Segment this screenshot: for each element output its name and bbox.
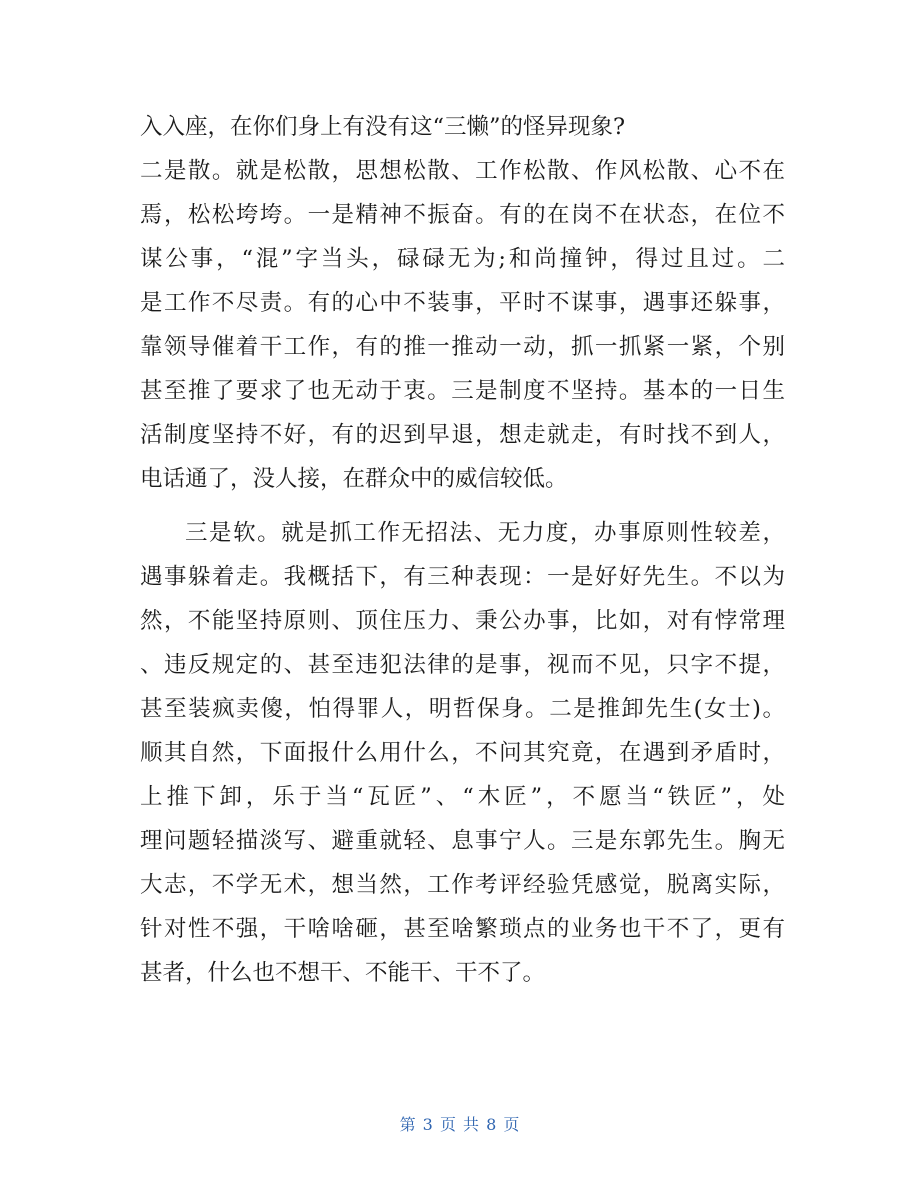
text-line: 甚至推了要求了也无动于衷。三是制度不坚持。基本的一日生 (140, 378, 785, 404)
text-line: 甚至装疯卖傻，怕得罪人，明哲保身。二是推卸先生(女士)。 (140, 696, 785, 722)
text-line: 电话通了，没人接，在群众中的威信较低。 (140, 466, 568, 492)
text-line: 靠领导催着干工作，有的推一推动一动，抓一抓紧一紧，个别 (140, 334, 785, 360)
text-line: 是工作不尽责。有的心中不装事，平时不谋事，遇事还躲事， (140, 290, 785, 316)
document-body (140, 105, 785, 995)
text-line: 入入座，在你们身上有没有这“三懒”的怪异现象? (140, 114, 626, 140)
text-line: 活制度坚持不好，有的迟到早退，想走就走，有时找不到人， (140, 422, 785, 448)
text-line: 遇事躲着走。我概括下，有三种表现：一是好好先生。不以为 (140, 564, 785, 590)
text-line: 然，不能坚持原则、顶住压力、秉公办事，比如，对有悖常理 (140, 608, 785, 634)
text-line: 顺其自然，下面报什么用什么，不问其究竟，在遇到矛盾时， (140, 740, 785, 766)
text-line: 甚者，什么也不想干、不能干、干不了。 (140, 960, 546, 986)
text-line: 焉，松松垮垮。一是精神不振奋。有的在岗不在状态，在位不 (140, 202, 785, 228)
text-line: 上推下卸，乐于当“瓦匠”、“木匠”，不愿当“铁匠”，处 (140, 784, 785, 810)
text-line: 、违反规定的、甚至违犯法律的是事，视而不见，只字不提， (140, 652, 785, 678)
text-line: 针对性不强，干啥啥砸，甚至啥繁琐点的业务也干不了，更有 (140, 916, 785, 942)
text-line: 二是散。就是松散，思想松散、工作松散、作风松散、心不在 (140, 158, 785, 184)
text-line: 三是软。就是抓工作无招法、无力度，办事原则性较差， (185, 520, 785, 546)
page-number-footer: 第 3 页 共 8 页 (399, 1115, 521, 1134)
paragraph-gap (140, 501, 785, 511)
text-line: 大志，不学无术，想当然，工作考评经验凭感觉，脱离实际， (140, 872, 785, 898)
text-line: 谋公事，“混”字当头，碌碌无为;和尚撞钟，得过且过。二 (140, 246, 785, 272)
text-line: 理问题轻描淡写、避重就轻、息事宁人。三是东郭先生。胸无 (140, 828, 785, 854)
